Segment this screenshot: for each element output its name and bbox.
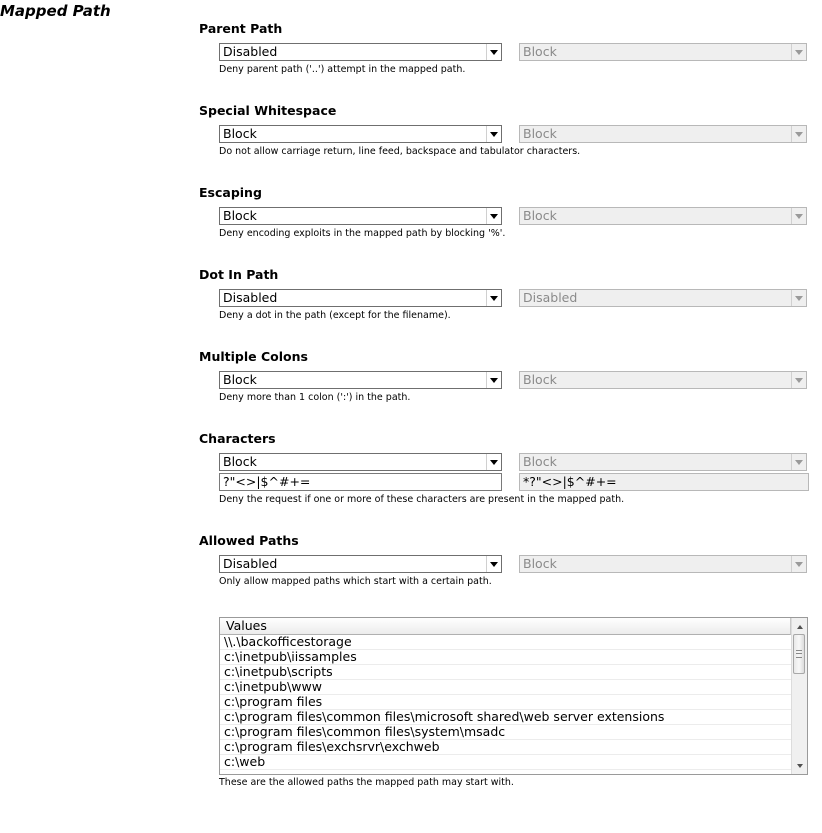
section-dot-in-path	[199, 267, 819, 337]
select-value: Disabled	[223, 290, 278, 305]
select-value: Block	[523, 208, 557, 223]
section-description: Deny parent path ('..') attempt in the mapped path.	[219, 64, 466, 75]
section-description: Deny a dot in the path (except for the filename).	[219, 310, 451, 321]
select-value: Block	[223, 126, 257, 141]
vertical-scrollbar[interactable]	[791, 618, 807, 774]
chevron-down-icon	[791, 454, 806, 470]
allowed-paths-table[interactable]	[219, 617, 808, 775]
multiple-colons-inherited-select	[519, 371, 807, 389]
table-row[interactable]: \\.\backofficestorage	[220, 635, 791, 650]
section-characters	[199, 431, 819, 521]
select-value: Block	[523, 126, 557, 141]
chevron-down-icon	[791, 556, 806, 572]
parent-path-inherited-select	[519, 43, 807, 61]
select-value: Block	[223, 454, 257, 469]
table-row[interactable]: c:\program files	[220, 695, 791, 710]
special-whitespace-select[interactable]	[219, 125, 502, 143]
chevron-down-icon[interactable]	[486, 208, 501, 224]
section-parent-path	[199, 21, 819, 91]
chevron-down-icon	[791, 290, 806, 306]
scroll-up-icon[interactable]	[792, 619, 807, 634]
table-description: These are the allowed paths the mapped path may start with.	[219, 777, 514, 788]
grip-icon	[796, 650, 802, 658]
table-row[interactable]: c:\inetpub\www	[220, 680, 791, 695]
characters-inherited-select	[519, 453, 807, 471]
section-title: Special Whitespace	[199, 103, 337, 118]
select-value: Block	[523, 454, 557, 469]
section-allowed-paths	[199, 533, 819, 603]
select-value: Block	[523, 44, 557, 59]
select-value: Block	[523, 556, 557, 571]
section-title: Escaping	[199, 185, 262, 200]
section-description: Deny the request if one or more of these characters are present in the mapped path.	[219, 494, 625, 505]
section-multiple-colons	[199, 349, 819, 419]
section-title: Parent Path	[199, 21, 283, 36]
multiple-colons-select[interactable]	[219, 371, 502, 389]
characters-select[interactable]	[219, 453, 502, 471]
table-row[interactable]: c:\inetpub\scripts	[220, 665, 791, 680]
table-row[interactable]: c:\program files\exchsrvr\exchweb	[220, 740, 791, 755]
section-description: Only allow mapped paths which start with a certain path.	[219, 576, 492, 587]
chevron-down-icon[interactable]	[486, 372, 501, 388]
dot-in-path-inherited-select	[519, 289, 807, 307]
characters-input[interactable]: ?"<>|$^#+=	[219, 473, 502, 491]
allowed-paths-inherited-select	[519, 555, 807, 573]
chevron-down-icon[interactable]	[486, 44, 501, 60]
select-value: Disabled	[523, 290, 578, 305]
select-value: Block	[223, 372, 257, 387]
values-column-header[interactable]: Values	[220, 618, 791, 635]
table-row[interactable]: c:\program files\common files\microsoft shared\web server extensions	[220, 710, 791, 725]
chevron-down-icon[interactable]	[486, 290, 501, 306]
chevron-down-icon	[791, 372, 806, 388]
select-value: Disabled	[223, 44, 278, 59]
select-value: Block	[523, 372, 557, 387]
section-escaping	[199, 185, 819, 255]
special-whitespace-inherited-select	[519, 125, 807, 143]
chevron-down-icon	[791, 44, 806, 60]
chevron-down-icon[interactable]	[486, 126, 501, 142]
scroll-thumb[interactable]	[793, 634, 805, 674]
values-rows	[220, 635, 791, 770]
escaping-select[interactable]	[219, 207, 502, 225]
select-value: Disabled	[223, 556, 278, 571]
page-title: Mapped Path	[0, 2, 111, 20]
table-row[interactable]: c:\inetpub\iissamples	[220, 650, 791, 665]
select-value: Block	[223, 208, 257, 223]
section-title: Allowed Paths	[199, 533, 299, 548]
table-row[interactable]: c:\web	[220, 755, 791, 770]
chevron-down-icon	[791, 126, 806, 142]
section-description: Do not allow carriage return, line feed, backspace and tabulator characters.	[219, 146, 581, 157]
section-title: Characters	[199, 431, 276, 446]
allowed-paths-select[interactable]	[219, 555, 502, 573]
chevron-down-icon[interactable]	[486, 556, 501, 572]
section-special-whitespace	[199, 103, 819, 173]
section-title: Multiple Colons	[199, 349, 308, 364]
chevron-down-icon[interactable]	[486, 454, 501, 470]
section-description: Deny encoding exploits in the mapped path by blocking '%'.	[219, 228, 506, 239]
parent-path-select[interactable]	[219, 43, 502, 61]
chevron-down-icon	[791, 208, 806, 224]
scroll-down-icon[interactable]	[792, 758, 807, 773]
escaping-inherited-select	[519, 207, 807, 225]
section-title: Dot In Path	[199, 267, 279, 282]
dot-in-path-select[interactable]	[219, 289, 502, 307]
section-description: Deny more than 1 colon (':') in the path.	[219, 392, 411, 403]
characters-inherited-input: *?"<>|$^#+=	[519, 473, 809, 491]
table-row[interactable]: c:\program files\common files\system\msadc	[220, 725, 791, 740]
